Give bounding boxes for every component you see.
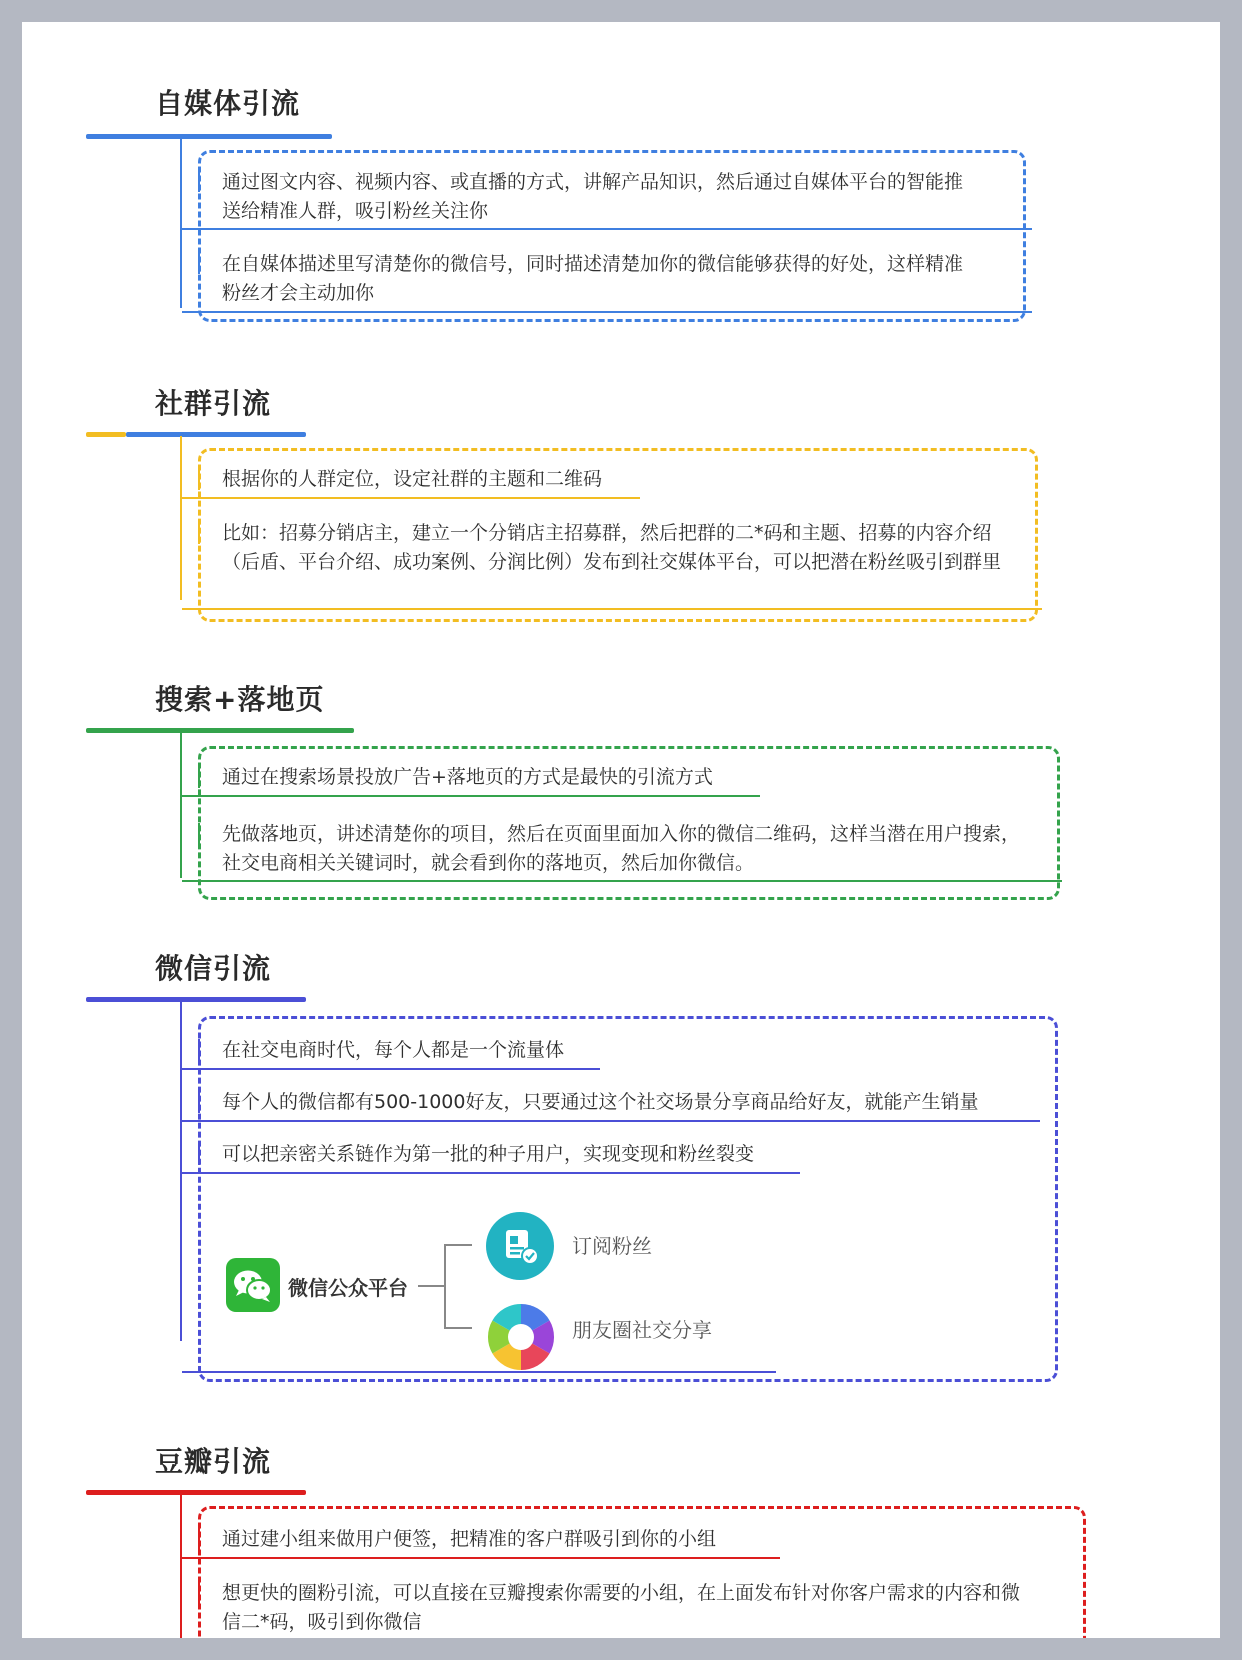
item-tick xyxy=(198,170,200,192)
connector-line xyxy=(444,1327,472,1329)
item-underline xyxy=(182,1371,776,1373)
list-item: 在自媒体描述里写清楚你的微信号，同时描述清楚加你的微信能够获得的好处，这样精准粉丝才会主动加你 xyxy=(222,253,964,304)
item-tick xyxy=(198,766,200,788)
item-tick xyxy=(198,522,200,544)
item-tick xyxy=(198,468,200,490)
list-item: 在社交电商时代，每个人都是一个流量体 xyxy=(222,1039,565,1061)
item-tick xyxy=(198,1039,200,1061)
branch-label: 订阅粉丝 xyxy=(572,1234,652,1258)
wechat-logo-icon xyxy=(226,1258,280,1312)
item-underline xyxy=(182,795,760,797)
item-tick xyxy=(198,252,200,274)
connector-line xyxy=(444,1244,472,1246)
section-title: 自媒体引流 xyxy=(155,87,301,120)
connector-line xyxy=(418,1285,444,1287)
item-tick xyxy=(198,823,200,845)
section-underline xyxy=(86,432,126,437)
branch-line xyxy=(180,1494,182,1638)
list-item: 每个人的微信都有500-1000好友，只要通过这个社交场景分享商品给好友，就能产生销量 xyxy=(222,1091,979,1113)
section-underline xyxy=(86,134,332,139)
item-tick xyxy=(198,1582,200,1604)
item-tick xyxy=(198,1091,200,1113)
section-underline xyxy=(86,728,354,733)
branch-line xyxy=(180,732,182,878)
item-tick xyxy=(198,1143,200,1165)
section-title: 社群引流 xyxy=(155,387,272,420)
list-item: 比如：招募分销店主，建立一个分销店主招募群，然后把群的二*码和主题、招募的内容介绍（后盾、平台介绍、成功案例、分润比例）发布到社交媒体平台，可以把潜在粉丝吸引到群里 xyxy=(222,522,1002,573)
item-underline xyxy=(182,1172,800,1174)
item-underline xyxy=(182,1068,600,1070)
document-page xyxy=(22,22,1220,1638)
subscribe-icon xyxy=(486,1212,554,1280)
item-underline xyxy=(182,608,1042,610)
branch-label: 朋友圈社交分享 xyxy=(572,1318,712,1342)
item-underline xyxy=(182,311,1032,313)
item-underline xyxy=(182,497,640,499)
section-title: 微信引流 xyxy=(155,952,272,985)
branch-line xyxy=(180,138,182,308)
section-underline xyxy=(86,1490,306,1495)
list-item: 先做落地页，讲述清楚你的项目，然后在页面里面加入你的微信二维码，这样当潜在用户搜索，社交电商相关关键词时，就会看到你的落地页，然后加你微信。 xyxy=(222,823,1021,874)
item-underline xyxy=(182,1557,780,1559)
list-item: 通过建小组来做用户便签，把精准的客户群吸引到你的小组 xyxy=(222,1528,717,1550)
item-underline xyxy=(182,1120,1040,1122)
list-item: 想更快的圈粉引流，可以直接在豆瓣搜索你需要的小组，在上面发布针对你客户需求的内容和微信二*码，吸引到你微信 xyxy=(222,1582,1021,1633)
branch-line xyxy=(180,436,182,600)
wechat-platform-diagram xyxy=(222,1192,742,1362)
section-underline xyxy=(126,432,306,437)
section-underline xyxy=(86,997,306,1002)
list-item: 根据你的人群定位，设定社群的主题和二维码 xyxy=(222,468,603,490)
list-item: 通过图文内容、视频内容、或直播的方式，讲解产品知识，然后通过自媒体平台的智能推送给精准人群，吸引粉丝关注你 xyxy=(222,171,964,222)
connector-line xyxy=(444,1244,446,1328)
moments-icon xyxy=(486,1302,556,1372)
item-underline xyxy=(182,228,1032,230)
list-item: 通过在搜索场景投放广告+落地页的方式是最快的引流方式 xyxy=(222,766,713,788)
section-title: 豆瓣引流 xyxy=(155,1445,272,1478)
section-title: 搜索+落地页 xyxy=(155,683,325,716)
item-underline xyxy=(182,880,1062,882)
branch-line xyxy=(180,1001,182,1341)
item-tick xyxy=(198,1528,200,1550)
list-item: 可以把亲密关系链作为第一批的种子用户，实现变现和粉丝裂变 xyxy=(222,1143,755,1165)
diagram-root-label: 微信公众平台 xyxy=(288,1276,408,1300)
